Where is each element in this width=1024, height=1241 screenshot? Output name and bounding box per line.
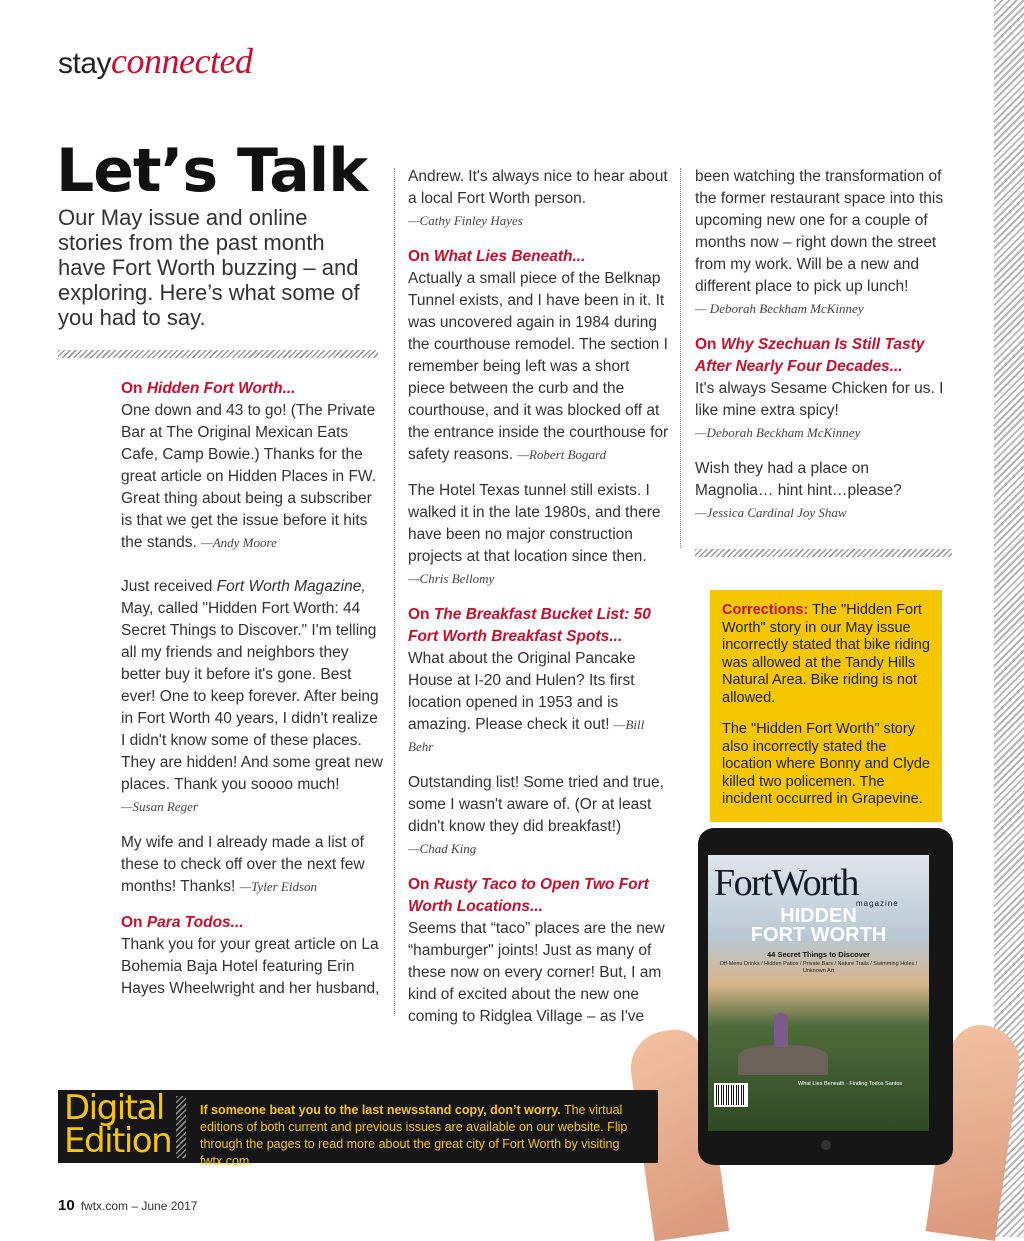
intro-text: Our May issue and online stories from the past month have Fort Worth buzzing – and exploring. Here’s what some of you had to say. [58,205,360,330]
column-3-divider [695,549,952,557]
letter-text: What about the Original Pancake House at I-20 and Hulen? Its first location opened in 1953 and is amazing. Please check it out! [408,650,636,733]
column-divider [394,168,395,1016]
page-footer [58,1197,197,1214]
letter-text: My wife and I already made a list of these to check off over the next few months! Thanks! [121,834,365,895]
signature: —Tyler Eidson [239,879,318,894]
heading-breakfast-bucket-list: On The Breakfast Bucket List: 50 Fort Worth Breakfast Spots... [408,606,651,645]
signature: — Deborah Beckham McKinney [695,301,864,316]
signature: —Jessica Cardinal Joy Shaw [695,505,847,520]
cover-barcode [714,1083,748,1107]
signature: —Cathy Finley Hayes [408,213,523,228]
cover-tagline: 44 Secret Things to Discover [767,950,870,959]
signature: —Bill Behr [408,717,645,754]
letters-column-1: On Hidden Fort Worth... One down and 43 to go! (The Private Bar at The Original Mexican Eats Cafe, Camp Bowie.) Thanks for the great article on Hidden Places in FW. Great thing about being a subscriber is that we get the issue before it hits the stands. —Andy Moore Just received Fort Worth Magazine, May, called "Hidden Fort Worth: 44 Secret Things to Discover." I'm telling all my friends and neighbors they better buy it before it's gone. Best ever! One to keep forever. After being in Fort Worth 40 years, I didn't realize I didn't know some of these places. They are hidden! And some great new places. Thank you soooo much! —Susan Reger My wife and I already made a list of these to check off over the next few months! Thanks! —Tyler Eidson On Para Todos... Thank you for your great article on La Bohemia Baja Hotel featuring Erin Hayes Wheelwright and her husband, [121,380,383,997]
letter-text: Seems that “taco” places are the new “hamburger" joints! Just as many of these now on every corner! But, I am kind of excited about the new one coming to Ridglea Village – as I've [408,920,665,1025]
letters-column-2 [408,166,670,1042]
corrections-label: Corrections: [722,602,809,618]
heading-what-lies-beneath: On What Lies Beneath... [408,248,586,265]
cover-person [774,1013,788,1047]
cover-subtags: Off-Menu Drinks / Hidden Patios / Private Bars / Nature Trails / Swimming Holes / Unknown Art [719,961,918,974]
cover-magazine-name: FortWorth [714,862,858,904]
digital-edition-title: Digital Edition [64,1088,172,1161]
letter-text: Actually a small piece of the Belknap Tunnel exists, and I have been in it. It was uncovered again in 1984 during the courthouse remodel. The section I remember being left was a short piece between the curb and the courthouse, and it was blocked off at the entrance inside the courthouse for safety reasons. [408,270,669,463]
letter-text: The Hotel Texas tunnel still exists. I walked it in the late 1980s, and there have been no major construction projects at that location since then. [408,482,661,565]
heading-rusty-taco: On Rusty Taco to Open Two Fort Worth Locations... [408,876,649,915]
letter-text: been watching the transformation of the former restaurant space into this upcoming new one for a couple of months now – right down the street from my work. Will be a new and different place to pick up lunch! [695,168,944,295]
signature: —Chris Bellomy [408,571,495,586]
intro-divider [58,350,378,358]
signature: —Chad King [408,841,477,856]
page-number: 10 [58,1197,75,1214]
digital-edition-banner [58,1088,658,1168]
cover-magazine-sub: magazine [856,899,899,908]
corrections-box [710,590,942,822]
cover-headline: HIDDEN FORT WORTH [750,905,887,946]
banner-divider [176,1096,186,1158]
section-label [58,40,252,82]
signature: —Andy Moore [201,535,277,550]
home-button [821,1140,831,1150]
signature: —Susan Reger [121,799,198,814]
digital-edition-text: If someone beat you to the last newsstand copy, don’t worry. The virtual editions of both current and previous issues are available on our website. Flip through the pages to read more about the great city of Fort Worth by visiting fwtx.com. [200,1103,628,1168]
letter-text: It's always Sesame Chicken for us. I like mine extra spicy! [695,380,944,419]
heading-para-todos: On Para Todos... [121,914,244,931]
magazine-name: Fort Worth Magazine, [216,578,366,595]
section-label-connected: connected [111,41,253,81]
signature: —Deborah Beckham McKinney [695,425,861,440]
letter-text: May, called "Hidden Fort Worth: 44 Secret Things to Discover." I'm telling all my friends and neighbors they better buy it before it's gone. Best ever! One to keep forever. After being in Fort Worth 40 years, I didn't realize I didn't know some of these places. They are hidden! And some great new places. Thank you soooo much! [121,600,383,793]
letter-text: Wish they had a place on Magnolia… hint hint…please? [695,460,902,499]
letters-column-3 [695,166,950,538]
tablet-device [698,828,953,1165]
signature: —Robert Bogard [517,447,607,462]
section-label-stay: stay [58,47,112,80]
corrections-text: The "Hidden Fort Worth" story also incorrectly stated the location where Bonny and Clyde killed two policemen. The incident occurred in Grapevine. [722,721,930,807]
page-title: Let’s Talk [56,136,368,206]
heading-hidden-fort-worth: On Hidden Fort Worth... [121,380,296,397]
letter-text: Outstanding list! Some tried and true, some I wasn't aware of. (Or at least didn't know they did breakfast!) [408,774,664,835]
cover-bottom-teasers: What Lies Beneath · Finding Todos Santos [798,1081,903,1087]
footer-site: fwtx.com – June 2017 [80,1199,198,1213]
letter-text: Andrew. It's always nice to hear about a local Fort Worth person. [408,168,668,207]
magazine-cover [708,855,929,1131]
cover-rock [738,1045,828,1075]
corrections-text: The "Hidden Fort Worth" story in our May issue incorrectly stated that bike riding was allowed at the Tandy Hills Natural Area. Bike riding is not allowed. [722,602,930,706]
heading-szechuan: On Why Szechuan Is Still Tasty After Nearly Four Decades... [695,336,925,375]
letter-text: One down and 43 to go! (The Private Bar at The Original Mexican Eats Cafe, Camp Bowie.) Thanks for the great article on Hidden Places in FW. Great thing about being a subscriber is that we get the issue before it hits the stands. [121,402,377,551]
column-divider [680,168,681,548]
letter-text: Thank you for your great article on La Bohemia Baja Hotel featuring Erin Hayes Wheelwright and her husband, [121,936,380,997]
